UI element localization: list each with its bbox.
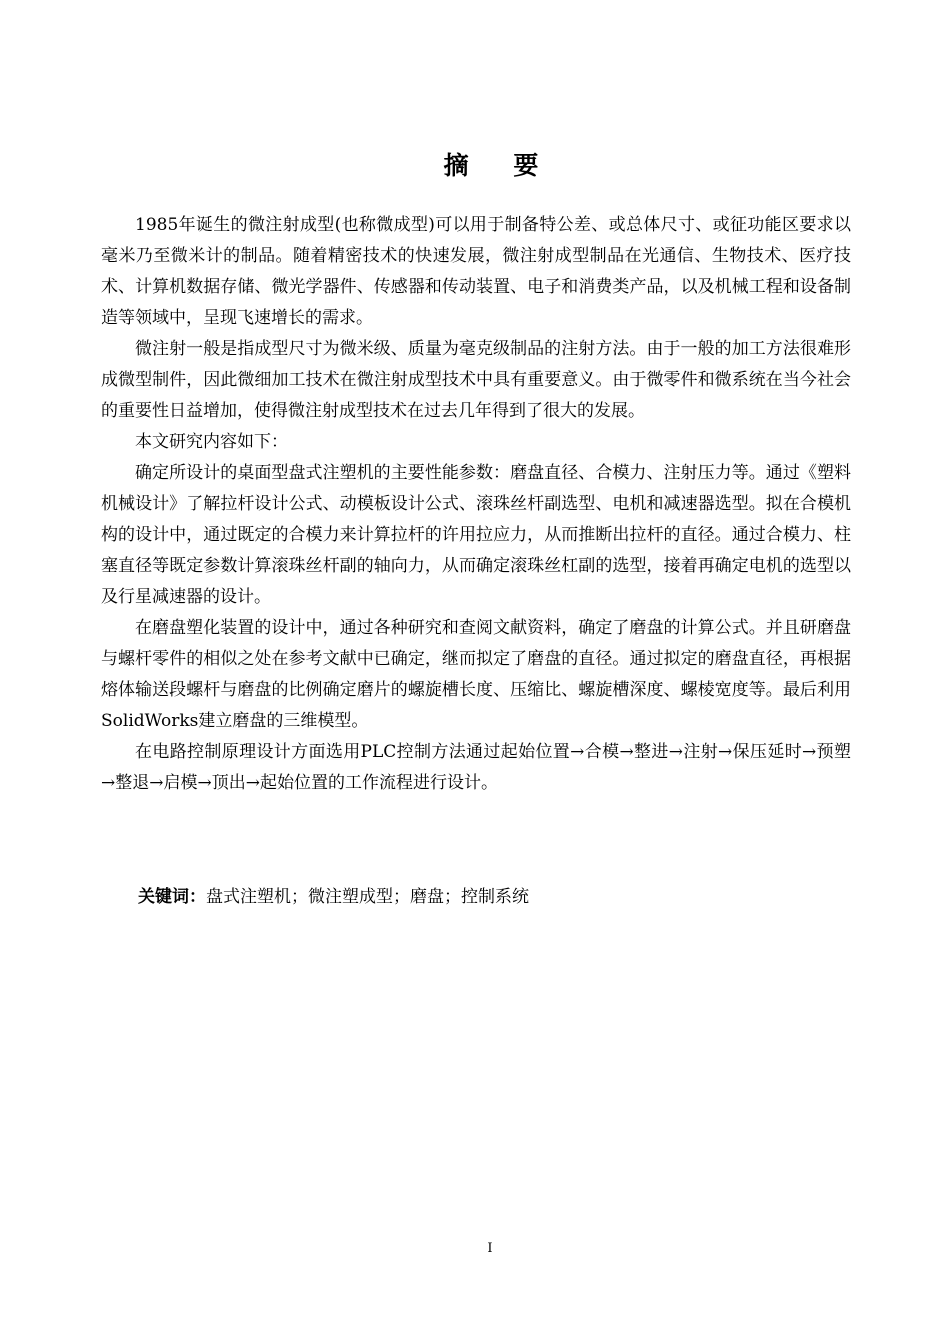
abstract-body <box>101 210 851 799</box>
keywords-line <box>138 882 858 913</box>
paragraph-4: 确定所设计的桌面型盘式注塑机的主要性能参数：磨盘直径、合模力、注射压力等。通过《塑料机械设计》了解拉杆设计公式、动模板设计公式、滚珠丝杆副选型、电机和减速器选型。拟在合模机构的设计中，通过既定的合模力来计算拉杆的许用拉应力，从而推断出拉杆的直径。通过合模力、柱塞直径等既定参数计算滚珠丝杆副的轴向力，从而确定滚珠丝杠副的选型，接着再确定电机的选型以及行星减速器的设计。 <box>101 463 851 607</box>
paragraph-6: 在电路控制原理设计方面选用PLC控制方法通过起始位置→合模→整进→注射→保压延时→预塑→整退→启模→顶出→起始位置的工作流程进行设计。 <box>101 742 851 793</box>
paragraph-1: 1985年诞生的微注射成型(也称微成型)可以用于制备特公差、或总体尺寸、或征功能区要求以毫米乃至微米计的制品。随着精密技术的快速发展，微注射成型制品在光通信、生物技术、医疗技术、计算机数据存储、微光学器件、传感器和传动装置、电子和消费类产品，以及机械工程和设备制造等领域中，呈现飞速增长的需求。 <box>101 215 851 328</box>
keywords-label: 关键词： <box>138 887 206 907</box>
paragraph-2: 微注射一般是指成型尺寸为微米级、质量为毫克级制品的注射方法。由于一般的加工方法很难形成微型制件，因此微细加工技术在微注射成型技术中具有重要意义。由于微零件和微系统在当今社会的重要性日益增加，使得微注射成型技术在过去几年得到了很大的发展。 <box>101 339 851 421</box>
paragraph-3: 本文研究内容如下： <box>135 432 288 452</box>
page-title: 摘 要 <box>443 151 557 180</box>
paragraph-5: 在磨盘塑化装置的设计中，通过各种研究和查阅文献资料，确定了磨盘的计算公式。并且研磨盘与螺杆零件的相似之处在参考文献中已确定，继而拟定了磨盘的直径。通过拟定的磨盘直径，再根据熔体输送段螺杆与磨盘的比例确定磨片的螺旋槽长度、压缩比、螺旋槽深度、螺棱宽度等。最后利用SolidWorks建立磨盘的三维模型。 <box>101 618 851 731</box>
keywords-value: 盘式注塑机；微注塑成型；磨盘；控制系统 <box>206 887 529 907</box>
page-number: I <box>487 1241 493 1256</box>
